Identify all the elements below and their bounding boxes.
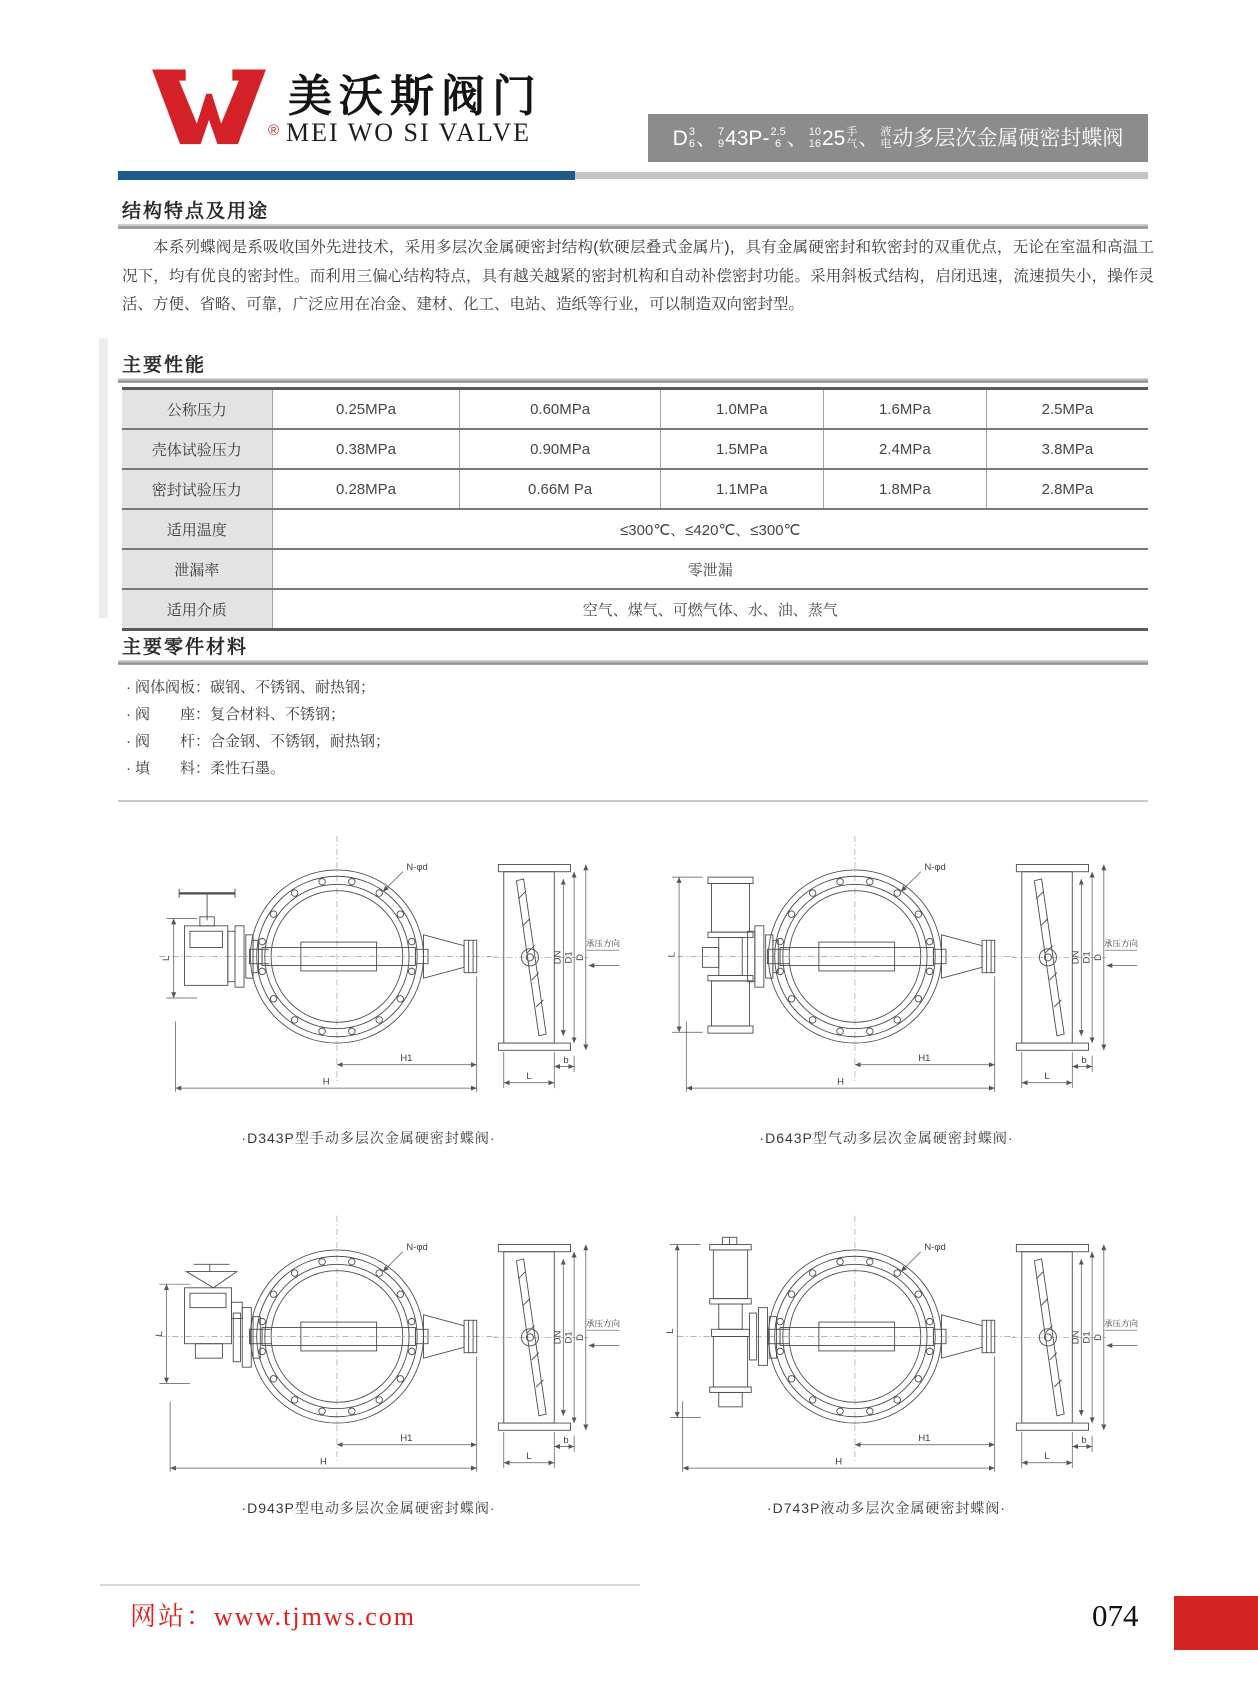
dim-label-d: D [1093,1333,1105,1341]
dim-label-dn: DN [552,1330,564,1345]
footer-website: 网站：www.tjmws.com [130,1602,416,1631]
drawing-caption-d743p: ·D743P液动多层次金属硬密封蝶阀· [766,1500,1007,1516]
dim-label-h: H [322,1076,330,1088]
dim-label-n-phi-d: N-φd [406,861,428,873]
dim-label-h: H [319,1456,327,1468]
dim-label-h: H [835,1456,843,1468]
model-text: 43P- [725,126,770,150]
dim-label-d: D [1093,953,1105,961]
dim-label-l-side: L [1044,1451,1050,1463]
table-cell: 2.5MPa [986,389,1148,430]
section-rule [118,224,1148,229]
table-cell: 2.8MPa [986,469,1148,509]
performance-table-body [122,389,1148,630]
dim-label-h1: H1 [918,1053,931,1065]
model-text: 、 [695,126,717,150]
model-fraction: 手 气 [846,125,858,150]
header-rule-blue [118,171,575,180]
section-title-materials: 主要零件材料 [122,637,249,658]
dim-label-d1: D1 [563,1331,575,1344]
model-text: 25 [821,126,846,150]
row-label: 适用温度 [122,509,272,549]
dim-label-n-phi-d: N-φd [406,1241,428,1253]
table-cell-span: 零泄漏 [272,549,1148,589]
dim-label-dn: DN [1070,950,1082,965]
header-rule-gray [575,172,1148,179]
row-label: 密封试验压力 [122,469,272,509]
table-row [122,469,1148,509]
model-fraction: 7 9 [717,125,725,150]
drawing-caption-d343p: ·D343P型手动多层次金属硬密封蝶阀· [241,1130,496,1146]
table-cell-span: 空气、煤气、可燃气体、水、油、蒸气 [272,589,1148,630]
dim-label-d1: D1 [1081,1331,1093,1344]
dim-label-l-left: L [153,1331,165,1337]
brand-name-en: MEI WO SI VALVE [286,118,532,147]
materials-list [126,674,390,782]
content-divider [118,800,1148,802]
pressure-direction-label: 承压方向 [1103,1318,1139,1329]
dim-label-l-left: L [161,955,173,961]
table-row [122,549,1148,589]
section-title-performance: 主要性能 [122,355,207,376]
drawing-caption-d943p: ·D943P型电动多层次金属硬密封蝶阀· [241,1500,496,1516]
dim-label-dn: DN [1070,1330,1082,1345]
table-cell-span: ≤300℃、≤420℃、≤300℃ [272,509,1148,549]
dim-label-n-phi-d: N-φd [924,861,946,873]
material-item: · 阀体阀板：碳钢、不锈钢、耐热钢； [126,679,376,696]
table-cell: 0.28MPa [272,469,460,509]
row-label: 泄漏率 [122,549,272,589]
registered-mark: ® [268,122,280,139]
row-label: 公称压力 [122,389,272,430]
valve-drawing-d643p [634,812,1139,1101]
valve-drawing-d943p [116,1192,621,1481]
dim-label-d1: D1 [1081,951,1093,964]
table-cell: 3.8MPa [986,429,1148,469]
table-cell: 1.0MPa [660,389,823,430]
valve-drawing-d743p [634,1192,1139,1481]
drawing-caption-d643p: ·D643P型气动多层次金属硬密封蝶阀· [759,1130,1014,1146]
pressure-direction-label: 承压方向 [1103,938,1139,949]
model-text: D [672,126,688,150]
table-row [122,429,1148,469]
footer-accent-block [1174,1596,1258,1650]
model-text: 动多层次金属硬密封蝶阀 [892,126,1124,150]
dim-label-d: D [575,953,587,961]
pressure-direction-label: 承压方向 [585,938,621,949]
features-paragraph: 本系列蝶阀是系吸收国外先进技术，采用多层次金属硬密封结构(软硬层叠式金属片)，具有金属硬密封和软密封的双重优点，无论在室温和高温工况下，均有优良的密封性。而利用三偏心结构特点，具有越关越紧的密封机构和自动补偿密封功能。采用斜板式结构，启闭迅速，流速损失小，操作灵活、方便、省略、可靠，广泛应用在冶金、建材、化工、电站、造纸等行业，可以制造双向密封型。 [122,239,1154,314]
page-scan-edge [99,338,108,618]
dim-label-h: H [837,1076,844,1088]
dim-label-d: D [575,1333,587,1341]
section-rule [118,378,1148,383]
dim-label-l-left: L [666,952,678,958]
brand-logo-icon [148,62,270,146]
table-cell: 1.6MPa [823,389,986,430]
table-cell: 0.66M Pa [460,469,660,509]
table-cell: 0.90MPa [460,429,660,469]
table-row [122,389,1148,430]
dim-label-l-side: L [1044,1071,1050,1083]
dim-label-l-side: L [526,1451,532,1463]
model-text: 、 [858,126,880,150]
dim-label-d1: D1 [563,951,575,964]
footer-rule [100,1584,640,1586]
dim-label-l-side: L [526,1071,532,1083]
performance-table [122,387,1148,631]
dim-label-b: b [563,1054,569,1066]
model-fraction: 10 16 [808,125,821,150]
section-rule [118,660,1148,665]
dim-label-b: b [1081,1434,1087,1446]
dim-label-h1: H1 [400,1053,413,1065]
section-title-features: 结构特点及用途 [122,201,270,222]
table-row [122,589,1148,630]
table-cell: 1.1MPa [660,469,823,509]
table-cell: 0.60MPa [460,389,660,430]
dim-label-b: b [563,1434,569,1446]
dim-label-l-left: L [664,1328,676,1334]
model-fraction: 液 电 [880,125,892,150]
valve-drawing-d343p [116,812,621,1101]
product-model-banner [648,114,1148,162]
dim-label-n-phi-d: N-φd [924,1241,946,1253]
page-number: 074 [1092,1598,1139,1633]
model-text: 、 [786,126,808,150]
dim-label-h1: H1 [400,1433,413,1445]
material-item: · 阀座：复合材料、不锈钢； [126,706,346,723]
model-fraction: 3 6 [688,125,695,150]
table-cell: 0.38MPa [272,429,460,469]
material-item: · 填料：柔性石墨。 [126,760,286,777]
table-cell: 0.25MPa [272,389,460,430]
table-cell: 2.4MPa [823,429,986,469]
pressure-direction-label: 承压方向 [585,1318,621,1329]
row-label: 壳体试验压力 [122,429,272,469]
brand-name-cn: 美沃斯阀门 [288,72,543,121]
table-row [122,509,1148,549]
model-fraction: 2.5 6 [770,125,786,150]
row-label: 适用介质 [122,589,272,630]
dim-label-b: b [1081,1054,1087,1066]
dim-label-dn: DN [552,950,564,965]
material-item: · 阀杆：合金钢、不锈钢，耐热钢； [126,733,391,750]
table-cell: 1.5MPa [660,429,823,469]
dim-label-h1: H1 [918,1433,931,1445]
table-cell: 1.8MPa [823,469,986,509]
